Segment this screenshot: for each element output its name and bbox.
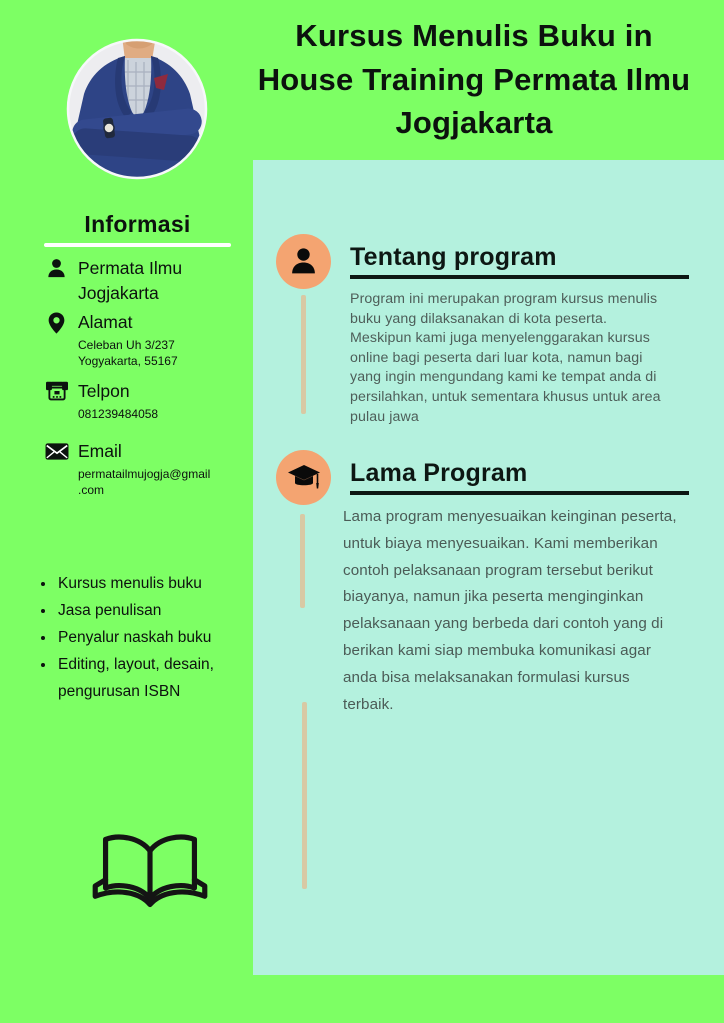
person-icon — [45, 257, 68, 280]
phone-label: Telpon — [78, 381, 130, 401]
address-line-1: Celeban Uh 3/237 — [78, 338, 175, 352]
contact-address — [45, 310, 245, 369]
organization-name: Permata Ilmu Jogjakarta — [78, 258, 183, 303]
services-list — [38, 570, 264, 705]
person-icon — [288, 246, 319, 277]
contact-organization — [45, 256, 245, 306]
phone-icon — [45, 380, 68, 403]
phone-number — [78, 407, 245, 423]
email-line-2: .com — [78, 482, 105, 497]
section-heading: Tentang program — [350, 243, 557, 271]
email-icon — [45, 440, 68, 463]
service-item: • Penyalur naskah buku — [56, 624, 264, 651]
page-title: Kursus Menulis Buku in House Training Permata Ilmu Jogjakarta — [257, 18, 691, 140]
email-value — [78, 467, 245, 498]
section-icon-badge — [276, 450, 331, 505]
address-line-2: Yogyakarta, 55167 — [78, 353, 178, 368]
service-item: • Jasa penulisan — [56, 597, 264, 624]
email-label: Email — [78, 441, 122, 461]
address-label: Alamat — [78, 312, 133, 332]
section-heading-underline — [350, 491, 689, 495]
location-pin-icon — [45, 311, 68, 334]
portrait-photo — [66, 38, 208, 180]
open-book-icon — [88, 828, 212, 916]
section-body: Program ini merupakan program kursus menulis buku yang dilaksanakan di kota peserta. Meskipun kami juga menyelenggarakan kursus online bagi peserta dari luar kota, namun bagi yang ingin mengundang kami ke tempat anda di persilahkan, untuk sementara khusus untuk area pulau jawa — [350, 291, 661, 425]
man-in-suit-image — [66, 38, 208, 180]
heading-underline — [44, 243, 231, 247]
timeline-connector — [302, 702, 307, 889]
contact-email — [45, 439, 245, 498]
section-heading-underline — [350, 275, 689, 279]
service-item: • Kursus menulis buku — [56, 570, 264, 597]
section-icon-badge — [276, 234, 331, 289]
email-line-1: permatailmujogja@gmail — [78, 467, 211, 481]
phone-number-value: 081239484058 — [78, 407, 159, 421]
service-item: • Editing, layout, desain, pengurusan ISBN — [56, 651, 264, 705]
graduation-cap-icon — [287, 463, 321, 493]
section-heading: Lama Program — [350, 459, 528, 487]
sidebar-heading: Informasi — [84, 211, 191, 237]
section-body: Lama program menyesuaikan keinginan peserta, untuk biaya menyesuaikan. Kami memberikan contoh pelaksanaan program tersebut berikut biayanya, namun jika peserta menginginkan pelaksanaan yang berbeda dari contoh yang di berikan kami siap membuka komunikasi agar anda bisa melaksanakan formulasi kursus terbaik. — [343, 508, 677, 713]
contact-phone — [45, 379, 245, 423]
address-value — [78, 338, 245, 369]
timeline-connector — [301, 295, 306, 414]
timeline-connector — [300, 514, 305, 608]
